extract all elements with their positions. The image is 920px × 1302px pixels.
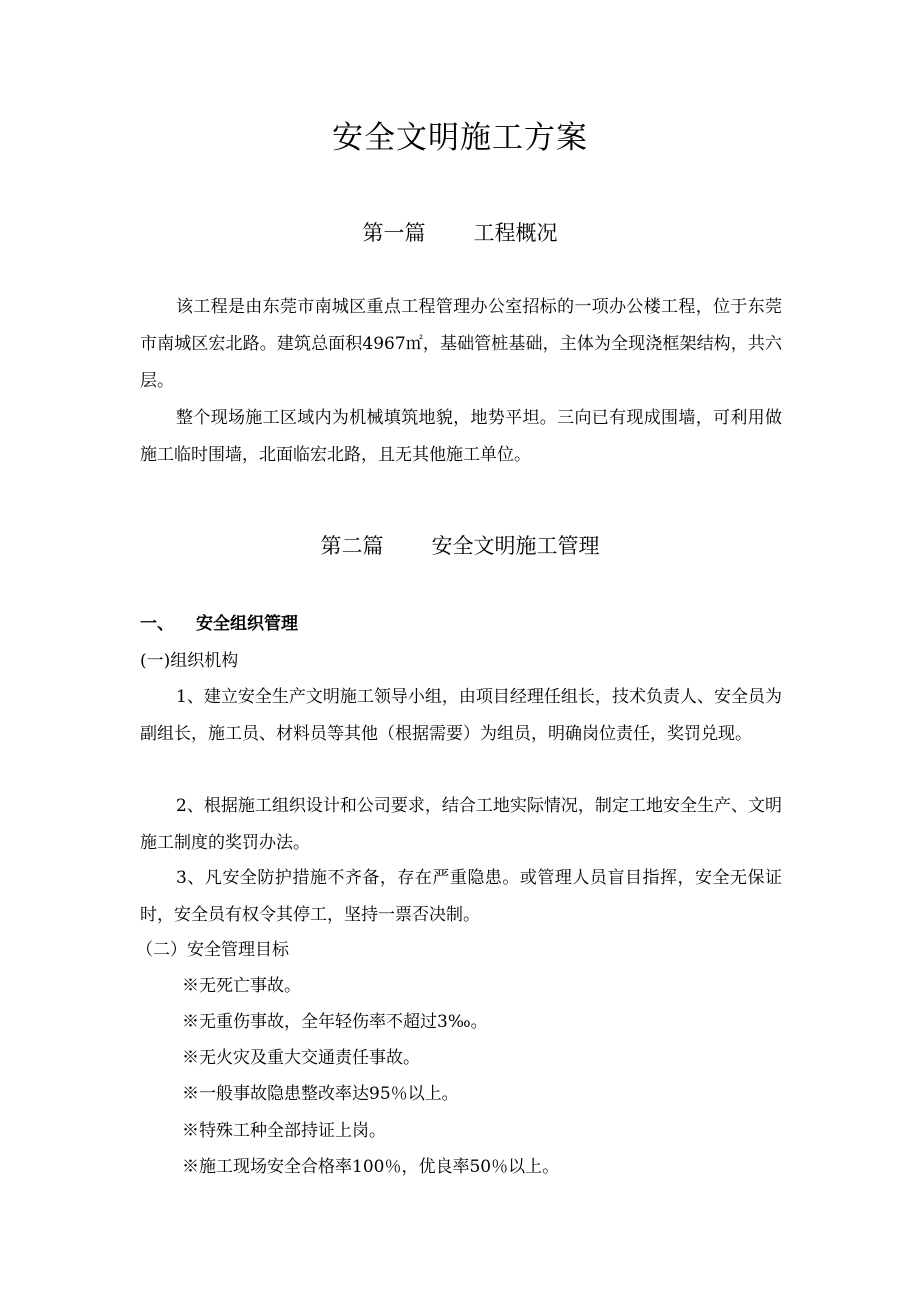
goal-item-3: ※无火灾及重大交通责任事故。	[182, 1048, 420, 1068]
goal-item-6: ※施工现场安全合格率100％，优良率50％以上。	[182, 1157, 560, 1177]
part1-heading	[0, 218, 920, 248]
part1-paragraph-1: 该工程是由东莞市南城区重点工程管理办公室招标的一项办公楼工程，位于东莞市南城区宏北路。建筑总面积4967㎡，基础管桩基础，主体为全现浇框架结构，共六层。	[140, 297, 782, 391]
org-item-1: 1、建立安全生产文明施工领导小组，由项目经理任组长，技术负责人、安全员为副组长，施工员、材料员等其他（根据需要）为组员，明确岗位责任，奖罚兑现。	[140, 687, 782, 744]
document-title: 安全文明施工方案	[332, 120, 588, 156]
part1-paragraph-2: 整个现场施工区域内为机械填筑地貌，地势平坦。三向已有现成围墙，可利用做施工临时围墙，北面临宏北路，且无其他施工单位。	[140, 408, 782, 465]
goal-item-5: ※特殊工种全部持证上岗。	[182, 1121, 386, 1141]
part1-label: 第一篇	[362, 221, 426, 245]
section1-title: 安全组织管理	[196, 614, 298, 634]
goal-item-4: ※一般事故隐患整改率达95％以上。	[182, 1084, 459, 1104]
section1-heading	[140, 607, 298, 641]
goal-item-2: ※无重伤事故，全年轻伤率不超过3‰。	[182, 1012, 488, 1032]
subsection1-title: (一)组织机构	[140, 651, 239, 671]
section1-number: 一、	[140, 614, 174, 634]
part2-name: 安全文明施工管理	[431, 534, 600, 558]
part2-heading	[0, 531, 920, 561]
org-item-3: 3、凡安全防护措施不齐备，存在严重隐患。或管理人员盲目指挥，安全无保证时，安全员有权令其停工，坚持一票否决制。	[140, 868, 782, 925]
subsection2-title: （二）安全管理目标	[136, 940, 289, 960]
goal-item-1: ※无死亡事故。	[182, 976, 301, 996]
part2-label: 第二篇	[320, 534, 384, 558]
part1-name: 工程概况	[473, 221, 558, 245]
org-item-2: 2、根据施工组织设计和公司要求，结合工地实际情况，制定工地安全生产、文明施工制度的奖罚办法。	[140, 796, 782, 853]
